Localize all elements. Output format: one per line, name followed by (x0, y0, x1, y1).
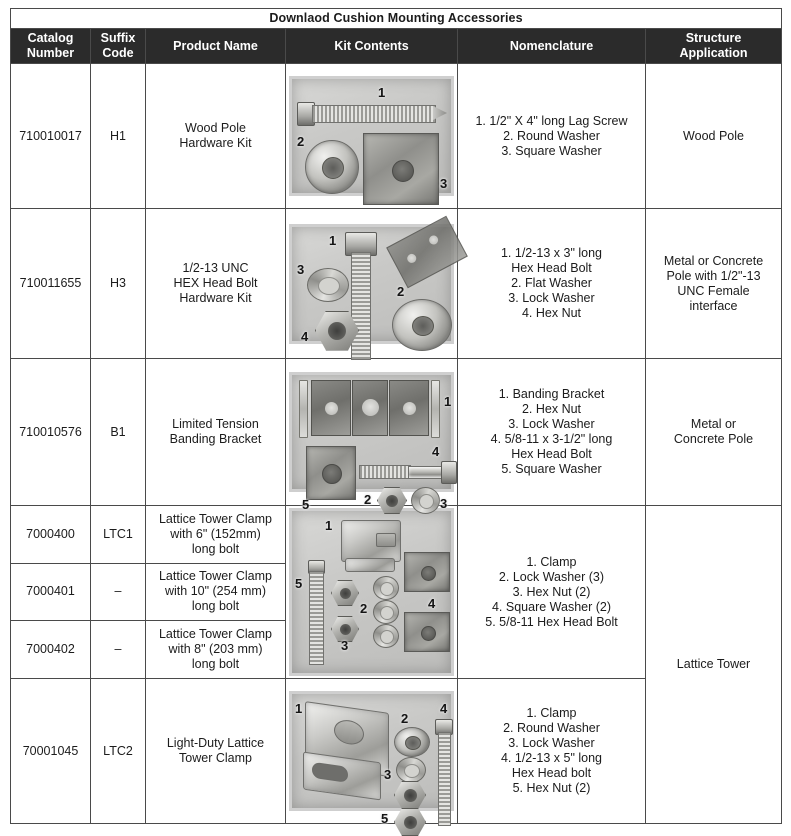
structure-application-line: UNC Female (677, 283, 750, 298)
column-header-nomenclature (458, 29, 646, 64)
cell-product-name (146, 621, 286, 679)
accessories-table (10, 8, 782, 824)
callout-1: 1 (325, 518, 333, 533)
cell-kit-contents-photo (286, 679, 458, 824)
product-name-line: long bolt (191, 599, 240, 614)
square-washer (363, 133, 439, 205)
nomenclature-line: Hex Head Bolt (511, 447, 592, 461)
round-washer (394, 727, 430, 757)
product-name-line: Lattice Tower Clamp (158, 627, 272, 642)
cell-suffix-code: LTC2 (91, 679, 146, 824)
cell-catalog-number: 710010017 (11, 64, 91, 209)
hex-head-bolt-thread (359, 465, 411, 479)
cell-product-name (146, 679, 286, 824)
product-name-line: Light-Duty Lattice (166, 736, 265, 750)
cell-product-name (146, 563, 286, 621)
nomenclature-line: 2. Flat Washer (511, 276, 592, 290)
photo-limited-tension-banding-bracket (289, 372, 454, 512)
callout-3: 3 (440, 496, 448, 511)
nomenclature-line: 1. Banding Bracket (498, 387, 605, 401)
cell-catalog-number: 7000400 (11, 506, 91, 564)
cell-kit-contents-photo (286, 209, 458, 359)
callout-4: 4 (440, 701, 448, 716)
cell-nomenclature (458, 209, 646, 359)
lag-screw-thread (312, 105, 436, 123)
callout-4: 4 (428, 596, 436, 611)
cell-suffix-code: H3 (91, 209, 146, 359)
column-header-suffix-code (91, 29, 146, 64)
cell-catalog-number: 7000402 (11, 621, 91, 679)
cell-catalog-number: 70001045 (11, 679, 91, 824)
banding-bracket-plate-1 (311, 380, 351, 436)
cell-nomenclature (458, 64, 646, 209)
nomenclature-line: 1. 1/2-13 x 3" long (500, 246, 603, 260)
callout-1: 1 (444, 394, 452, 409)
nomenclature-line: Hex Head Bolt (511, 261, 592, 275)
nomenclature-line: 3. Square Washer (501, 143, 602, 158)
hex-head-bolt-thread (351, 252, 371, 360)
nomenclature-line: 4. Hex Nut (521, 306, 582, 320)
flat-washer (392, 299, 452, 351)
cell-suffix-code: – (91, 563, 146, 621)
cell-structure-application (646, 209, 782, 359)
product-name-line: Wood Pole (185, 121, 246, 135)
table-row (11, 359, 782, 506)
structure-application-line: Metal or Concrete (663, 253, 764, 268)
product-name-line: long bolt (191, 657, 240, 672)
cell-product-name (146, 64, 286, 209)
lock-washer (411, 487, 440, 514)
cell-suffix-code: H1 (91, 64, 146, 209)
nomenclature-line: 3. Hex Nut (2) (512, 584, 591, 599)
column-header-structure-application (646, 29, 782, 64)
table-row (11, 64, 782, 209)
callout-3: 3 (440, 176, 448, 191)
callout-2: 2 (364, 492, 372, 507)
table-row (11, 209, 782, 359)
structure-application-line: Lattice Tower (676, 657, 751, 671)
nomenclature-line: 4. 5/8-11 x 3-1/2" long (490, 432, 613, 446)
callout-4: 4 (432, 444, 440, 459)
square-washer-2 (404, 612, 450, 652)
nomenclature-line: 2. Round Washer (503, 128, 600, 143)
nomenclature-line: 2. Round Washer (503, 721, 600, 735)
callout-2: 2 (397, 283, 405, 299)
cell-suffix-code: B1 (91, 359, 146, 506)
column-header-line1: Kit Contents (334, 38, 409, 53)
callout-3: 3 (341, 638, 349, 653)
cell-catalog-number: 710010576 (11, 359, 91, 506)
column-header-catalog-number (11, 29, 91, 64)
callout-3: 3 (297, 261, 305, 277)
callout-1: 1 (329, 232, 337, 248)
nomenclature-line: 5. Hex Nut (2) (512, 781, 591, 795)
cell-kit-contents-photo (286, 64, 458, 209)
nomenclature-line: 1. 1/2" X 4" long Lag Screw (475, 113, 628, 128)
product-name-line: 1/2-13 UNC (182, 261, 249, 275)
nomenclature-line: 2. Hex Nut (521, 402, 582, 416)
cell-product-name (146, 359, 286, 506)
photo-hex-head-bolt-hardware-kit (289, 224, 454, 344)
hex-head-bolt-thread (438, 732, 451, 826)
hex-nut-2 (394, 808, 426, 836)
callout-1: 1 (295, 701, 303, 716)
clamp-body (341, 520, 401, 562)
product-name-line: long bolt (191, 541, 240, 556)
structure-application-line: Wood Pole (683, 128, 744, 143)
hex-head-bolt-shaft (408, 466, 445, 479)
cell-structure-application (646, 506, 782, 824)
cell-catalog-number: 7000401 (11, 563, 91, 621)
lock-washer (396, 757, 426, 783)
product-name-line: Limited Tension (172, 417, 259, 431)
cell-structure-application (646, 64, 782, 209)
photo-wood-pole-hardware-kit (289, 76, 454, 196)
cell-suffix-code: LTC1 (91, 506, 146, 564)
page-title: Downlaod Cushion Mounting Accessories (11, 9, 782, 29)
photo-lattice-tower-clamp (289, 508, 454, 676)
lock-washer-3 (373, 624, 399, 648)
callout-2: 2 (297, 134, 305, 149)
callout-5: 5 (302, 497, 310, 512)
column-header-line2: Application (679, 46, 748, 60)
lock-washer-1 (373, 576, 399, 600)
product-name-line: Hardware Kit (179, 136, 252, 150)
product-name-line: Banding Bracket (169, 432, 262, 446)
structure-application-line: Concrete Pole (673, 432, 754, 446)
cell-nomenclature (458, 359, 646, 506)
nomenclature-line: 2. Lock Washer (3) (498, 569, 605, 584)
callout-5: 5 (295, 576, 303, 591)
cell-kit-contents-photo (286, 506, 458, 679)
product-name-line: Hardware Kit (179, 291, 252, 305)
cell-structure-application (646, 359, 782, 506)
product-name-line: Tower Clamp (179, 751, 252, 765)
structure-application-line: interface (689, 298, 738, 313)
table-row (11, 506, 782, 564)
column-header-product-name (146, 29, 286, 64)
nomenclature-line: 3. Lock Washer (508, 417, 595, 431)
cell-kit-contents-photo (286, 359, 458, 512)
product-name-line: Lattice Tower Clamp (158, 569, 272, 584)
nomenclature-line: 3. Lock Washer (508, 291, 595, 305)
product-name-line: Lattice Tower Clamp (158, 511, 272, 526)
callout-3: 3 (384, 767, 392, 782)
square-washer (306, 446, 356, 500)
cell-product-name (146, 209, 286, 359)
nomenclature-line: 1. Clamp (526, 706, 577, 720)
cell-nomenclature (458, 506, 646, 679)
product-name-line: with 6" (152mm) (170, 526, 261, 541)
hex-head-bolt-head (441, 461, 457, 484)
nomenclature-line: 1. Clamp (526, 554, 577, 569)
cell-product-name (146, 506, 286, 564)
hex-head-bolt-thread (309, 571, 324, 665)
column-header-line1: Product Name (173, 38, 258, 53)
lock-washer (307, 268, 349, 302)
callout-5: 5 (381, 811, 389, 826)
table-header-row (11, 29, 782, 64)
cell-suffix-code: – (91, 621, 146, 679)
nomenclature-line: Hex Head bolt (511, 766, 592, 780)
column-header-line1: Nomenclature (509, 38, 594, 53)
product-name-line: with 8" (203 mm) (168, 642, 263, 657)
column-header-kit-contents (286, 29, 458, 64)
banding-bracket-plate-3 (389, 380, 429, 436)
nomenclature-line: 4. 1/2-13 x 5" long (500, 751, 603, 765)
banding-strip-right (431, 380, 440, 438)
nomenclature-line: 3. Lock Washer (508, 736, 595, 750)
nomenclature-line: 5. Square Washer (501, 462, 602, 476)
product-name-line: HEX Head Bolt (173, 276, 258, 290)
column-header-line1: Structure (685, 31, 742, 45)
callout-2: 2 (401, 711, 409, 726)
clamp-foot (345, 558, 395, 572)
product-name-line: with 10" (254 mm) (165, 584, 266, 599)
callout-2: 2 (360, 601, 368, 616)
banding-bracket-plate-2 (352, 380, 388, 436)
banding-strip-left (299, 380, 308, 438)
column-header-line2: Code (102, 46, 134, 60)
column-header-line2: Number (26, 46, 75, 60)
column-header-line1: Catalog (27, 31, 74, 45)
column-header-line1: Suffix (100, 31, 136, 45)
callout-1: 1 (378, 85, 386, 100)
round-washer (305, 140, 359, 194)
cell-nomenclature (458, 679, 646, 824)
nomenclature-line: 4. Square Washer (2) (491, 599, 612, 614)
photo-light-duty-lattice-tower-clamp (289, 691, 454, 826)
table-title-row (11, 9, 782, 29)
lock-washer-2 (373, 600, 399, 624)
square-washer-1 (404, 552, 450, 592)
nomenclature-line: 5. 5/8-11 Hex Head Bolt (485, 614, 618, 629)
cell-catalog-number: 710011655 (11, 209, 91, 359)
structure-application-line: Metal or (690, 417, 737, 431)
structure-application-line: Pole with 1/2"-13 (666, 268, 761, 283)
callout-4: 4 (301, 328, 309, 344)
